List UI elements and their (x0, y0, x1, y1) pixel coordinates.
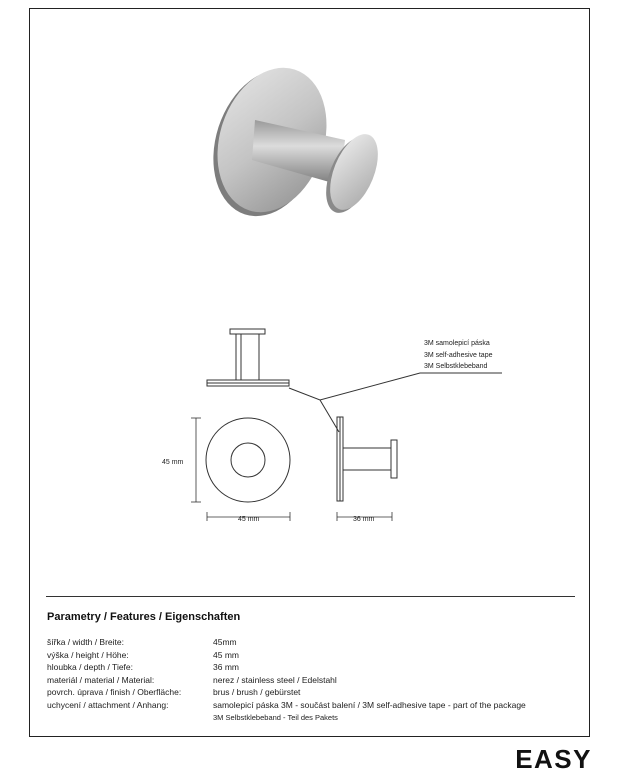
spec-row-attachment (47, 699, 526, 712)
spec-value-continued: 3M Selbstklebeband - Teil des Pakets (213, 712, 338, 722)
spec-label: výška / height / Höhe: (47, 649, 129, 660)
spec-label: uchycení / attachment / Anhang: (47, 699, 169, 710)
specs-table (47, 636, 526, 724)
product-photo (200, 60, 400, 240)
spec-label: hloubka / depth / Tiefe: (47, 662, 134, 673)
tape-label-en: 3M self-adhesive tape (424, 352, 493, 359)
depth-dimension-label: 36 mm (353, 516, 375, 523)
spec-value: nerez / stainless steel / Edelstahl (213, 674, 337, 685)
tape-label-de: 3M Selbstklebeband (424, 363, 488, 370)
spec-row-finish (47, 686, 526, 699)
brand-logo: EASY (515, 744, 592, 774)
spec-row-material (47, 674, 526, 687)
spec-value: samolepicí páska 3M - součást balení / 3M self-adhesive tape - part of the package (213, 699, 526, 710)
width-dimension-label: 45 mm (238, 516, 260, 523)
technical-drawing (150, 320, 530, 530)
spec-value: 45 mm (213, 649, 239, 660)
spec-value: 45mm (213, 637, 237, 647)
spec-value: 36 mm (213, 662, 239, 673)
specs-title: Parametry / Features / Eigenschaften (47, 611, 241, 623)
section-divider (46, 596, 575, 597)
spec-row-width (47, 636, 526, 649)
height-dimension-label: 45 mm (162, 459, 184, 466)
spec-row-height (47, 649, 526, 662)
spec-label: materiál / material / Material: (47, 674, 155, 685)
spec-label: šířka / width / Breite: (47, 637, 124, 647)
spec-value: brus / brush / gebürstet (213, 687, 301, 698)
spec-row-depth (47, 661, 526, 674)
spec-label: povrch. úprava / finish / Oberfläche: (47, 687, 182, 698)
tape-label-cz: 3M samolepicí páska (424, 340, 490, 347)
